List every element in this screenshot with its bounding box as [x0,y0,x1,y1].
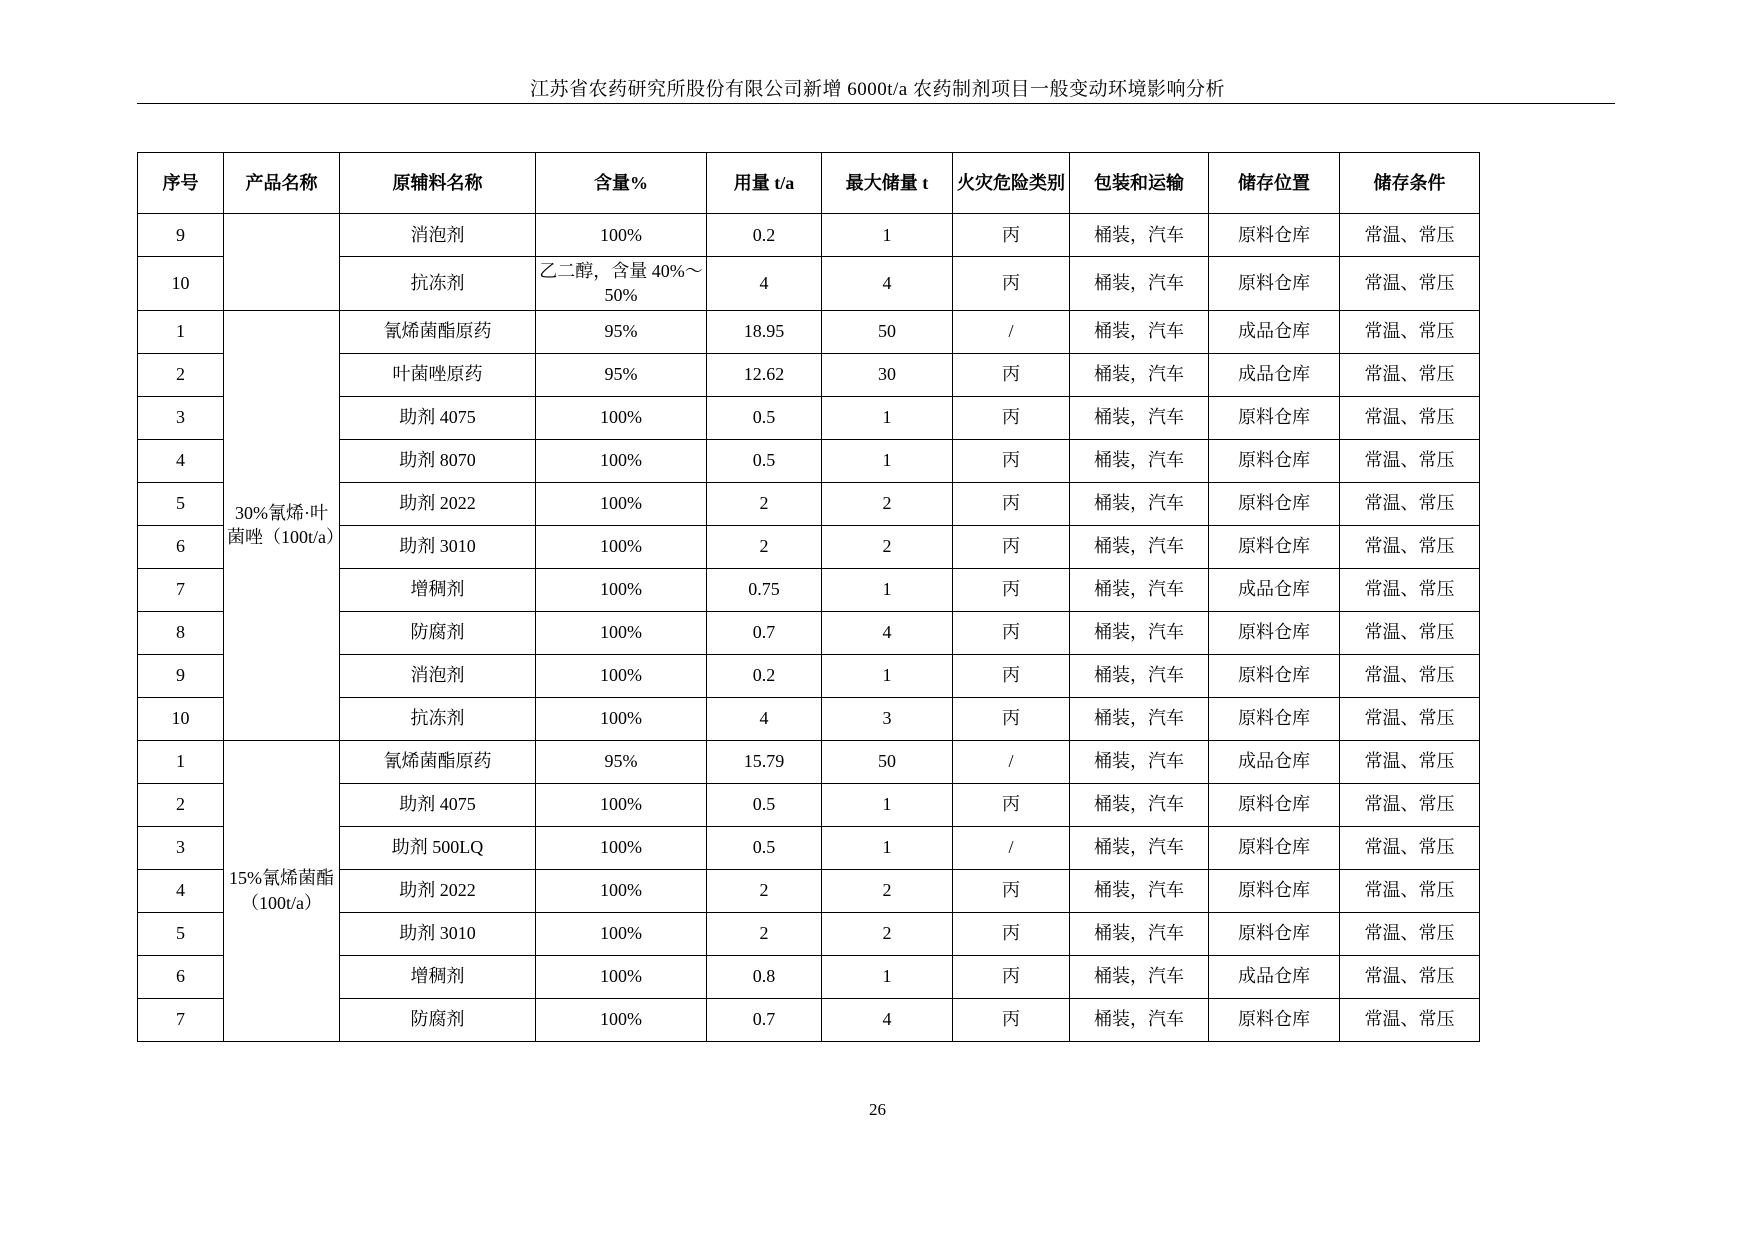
cell-storage-condition: 常温、常压 [1340,826,1480,869]
cell-material-name: 助剂 2022 [340,869,536,912]
cell-material-name: 助剂 2022 [340,482,536,525]
column-header-index: 序号 [138,153,224,214]
cell-storage-condition: 常温、常压 [1340,654,1480,697]
cell-index: 9 [138,654,224,697]
cell-material-name: 防腐剂 [340,998,536,1041]
cell-material-name: 助剂 3010 [340,525,536,568]
cell-max-storage: 1 [822,955,953,998]
table-row [138,740,1480,783]
cell-storage-condition: 常温、常压 [1340,439,1480,482]
cell-fire-hazard-class: 丙 [953,697,1070,740]
table-row [138,912,1480,955]
cell-max-storage: 2 [822,912,953,955]
cell-max-storage: 1 [822,396,953,439]
cell-index: 6 [138,525,224,568]
table-row [138,783,1480,826]
cell-fire-hazard-class: / [953,740,1070,783]
cell-content: 100% [536,869,707,912]
cell-storage-condition: 常温、常压 [1340,955,1480,998]
table-row [138,257,1480,311]
cell-packaging-transport: 桶装，汽车 [1070,482,1209,525]
cell-packaging-transport: 桶装，汽车 [1070,257,1209,311]
cell-max-storage: 4 [822,611,953,654]
table-body [138,214,1480,1042]
cell-product-name: 30%氰烯·叶菌唑（100t/a） [224,310,340,740]
cell-storage-location: 原料仓库 [1209,869,1340,912]
cell-content: 100% [536,439,707,482]
column-header-packaging-transport: 包装和运输 [1070,153,1209,214]
cell-usage: 0.2 [707,214,822,257]
table-row [138,439,1480,482]
cell-storage-condition: 常温、常压 [1340,869,1480,912]
cell-material-name: 助剂 500LQ [340,826,536,869]
table-row [138,568,1480,611]
table-header-row [138,153,1480,214]
cell-usage: 2 [707,912,822,955]
cell-fire-hazard-class: 丙 [953,869,1070,912]
cell-index: 7 [138,998,224,1041]
cell-content: 100% [536,826,707,869]
cell-packaging-transport: 桶装，汽车 [1070,396,1209,439]
cell-material-name: 氰烯菌酯原药 [340,310,536,353]
cell-usage: 0.5 [707,396,822,439]
cell-usage: 0.7 [707,611,822,654]
table-row [138,826,1480,869]
cell-content: 100% [536,214,707,257]
cell-fire-hazard-class: 丙 [953,568,1070,611]
materials-table [137,152,1480,1042]
column-header-material-name: 原辅料名称 [340,153,536,214]
cell-storage-location: 原料仓库 [1209,697,1340,740]
cell-material-name: 增稠剂 [340,955,536,998]
cell-storage-location: 原料仓库 [1209,396,1340,439]
cell-material-name: 防腐剂 [340,611,536,654]
cell-usage: 12.62 [707,353,822,396]
cell-content: 100% [536,998,707,1041]
cell-storage-location: 成品仓库 [1209,955,1340,998]
cell-usage: 4 [707,697,822,740]
cell-storage-location: 原料仓库 [1209,611,1340,654]
cell-storage-condition: 常温、常压 [1340,998,1480,1041]
cell-material-name: 消泡剂 [340,214,536,257]
table-row [138,955,1480,998]
cell-index: 3 [138,396,224,439]
cell-packaging-transport: 桶装，汽车 [1070,439,1209,482]
table-row [138,396,1480,439]
cell-content: 95% [536,353,707,396]
cell-storage-condition: 常温、常压 [1340,482,1480,525]
cell-packaging-transport: 桶装，汽车 [1070,998,1209,1041]
page-number: 26 [869,1100,886,1119]
cell-fire-hazard-class: 丙 [953,482,1070,525]
cell-content: 100% [536,955,707,998]
table-row [138,869,1480,912]
materials-table-container [137,152,1459,1042]
cell-content: 100% [536,783,707,826]
cell-storage-condition: 常温、常压 [1340,568,1480,611]
cell-material-name: 叶菌唑原药 [340,353,536,396]
cell-index: 4 [138,439,224,482]
cell-content: 100% [536,482,707,525]
cell-storage-condition: 常温、常压 [1340,396,1480,439]
cell-usage: 0.5 [707,439,822,482]
cell-storage-location: 成品仓库 [1209,353,1340,396]
cell-packaging-transport: 桶装，汽车 [1070,525,1209,568]
header-divider [137,103,1615,104]
cell-product-name [224,214,340,311]
cell-max-storage: 3 [822,697,953,740]
cell-max-storage: 1 [822,214,953,257]
cell-fire-hazard-class: 丙 [953,353,1070,396]
cell-max-storage: 50 [822,740,953,783]
cell-packaging-transport: 桶装，汽车 [1070,611,1209,654]
cell-storage-location: 成品仓库 [1209,740,1340,783]
cell-max-storage: 30 [822,353,953,396]
cell-storage-location: 原料仓库 [1209,525,1340,568]
cell-index: 6 [138,955,224,998]
cell-usage: 0.5 [707,783,822,826]
column-header-usage: 用量 t/a [707,153,822,214]
cell-storage-location: 成品仓库 [1209,310,1340,353]
cell-content: 95% [536,740,707,783]
cell-content: 100% [536,396,707,439]
cell-fire-hazard-class: 丙 [953,439,1070,482]
cell-fire-hazard-class: 丙 [953,611,1070,654]
cell-storage-condition: 常温、常压 [1340,697,1480,740]
cell-storage-location: 成品仓库 [1209,568,1340,611]
cell-content: 100% [536,568,707,611]
cell-material-name: 助剂 8070 [340,439,536,482]
table-row [138,353,1480,396]
cell-packaging-transport: 桶装，汽车 [1070,353,1209,396]
cell-usage: 0.8 [707,955,822,998]
cell-storage-condition: 常温、常压 [1340,214,1480,257]
cell-content: 100% [536,654,707,697]
cell-storage-condition: 常温、常压 [1340,912,1480,955]
cell-storage-location: 原料仓库 [1209,826,1340,869]
cell-storage-condition: 常温、常压 [1340,783,1480,826]
cell-index: 4 [138,869,224,912]
cell-max-storage: 1 [822,568,953,611]
cell-index: 7 [138,568,224,611]
cell-fire-hazard-class: 丙 [953,257,1070,311]
cell-usage: 2 [707,482,822,525]
cell-fire-hazard-class: 丙 [953,998,1070,1041]
cell-fire-hazard-class: / [953,310,1070,353]
cell-max-storage: 1 [822,783,953,826]
cell-product-name: 15%氰烯菌酯（100t/a） [224,740,340,1041]
cell-max-storage: 1 [822,654,953,697]
cell-storage-condition: 常温、常压 [1340,740,1480,783]
cell-storage-location: 原料仓库 [1209,783,1340,826]
cell-index: 5 [138,912,224,955]
cell-usage: 18.95 [707,310,822,353]
cell-fire-hazard-class: 丙 [953,396,1070,439]
cell-usage: 0.2 [707,654,822,697]
cell-packaging-transport: 桶装，汽车 [1070,740,1209,783]
cell-storage-condition: 常温、常压 [1340,353,1480,396]
cell-usage: 0.5 [707,826,822,869]
cell-index: 10 [138,257,224,311]
table-row [138,654,1480,697]
cell-content: 乙二醇，含量 40%～50% [536,257,707,311]
cell-index: 5 [138,482,224,525]
cell-index: 8 [138,611,224,654]
page-header: 江苏省农药研究所股份有限公司新增 6000t/a 农药制剂项目一般变动环境影响分析 [530,79,1225,100]
cell-storage-condition: 常温、常压 [1340,525,1480,568]
cell-usage: 2 [707,869,822,912]
cell-fire-hazard-class: / [953,826,1070,869]
cell-content: 95% [536,310,707,353]
cell-storage-location: 原料仓库 [1209,439,1340,482]
cell-max-storage: 50 [822,310,953,353]
table-row [138,482,1480,525]
cell-max-storage: 2 [822,525,953,568]
cell-content: 100% [536,525,707,568]
cell-usage: 0.75 [707,568,822,611]
column-header-max-storage: 最大储量 t [822,153,953,214]
table-header-row-group [138,153,1480,214]
cell-index: 2 [138,783,224,826]
cell-content: 100% [536,611,707,654]
cell-packaging-transport: 桶装，汽车 [1070,310,1209,353]
cell-usage: 15.79 [707,740,822,783]
cell-packaging-transport: 桶装，汽车 [1070,568,1209,611]
table-row [138,611,1480,654]
cell-storage-condition: 常温、常压 [1340,310,1480,353]
column-header-storage-location: 储存位置 [1209,153,1340,214]
cell-packaging-transport: 桶装，汽车 [1070,654,1209,697]
cell-material-name: 消泡剂 [340,654,536,697]
cell-storage-condition: 常温、常压 [1340,611,1480,654]
cell-fire-hazard-class: 丙 [953,654,1070,697]
cell-fire-hazard-class: 丙 [953,912,1070,955]
cell-fire-hazard-class: 丙 [953,214,1070,257]
cell-material-name: 氰烯菌酯原药 [340,740,536,783]
table-row [138,214,1480,257]
cell-max-storage: 4 [822,998,953,1041]
cell-max-storage: 1 [822,439,953,482]
cell-packaging-transport: 桶装，汽车 [1070,912,1209,955]
cell-index: 1 [138,310,224,353]
cell-usage: 2 [707,525,822,568]
cell-storage-location: 原料仓库 [1209,912,1340,955]
cell-index: 3 [138,826,224,869]
cell-max-storage: 1 [822,826,953,869]
cell-material-name: 助剂 3010 [340,912,536,955]
cell-fire-hazard-class: 丙 [953,955,1070,998]
cell-fire-hazard-class: 丙 [953,783,1070,826]
cell-material-name: 助剂 4075 [340,783,536,826]
cell-storage-location: 原料仓库 [1209,998,1340,1041]
cell-storage-location: 原料仓库 [1209,214,1340,257]
cell-storage-location: 原料仓库 [1209,482,1340,525]
cell-material-name: 助剂 4075 [340,396,536,439]
cell-packaging-transport: 桶装，汽车 [1070,783,1209,826]
cell-usage: 0.7 [707,998,822,1041]
cell-index: 9 [138,214,224,257]
cell-content: 100% [536,912,707,955]
cell-packaging-transport: 桶装，汽车 [1070,697,1209,740]
cell-fire-hazard-class: 丙 [953,525,1070,568]
column-header-product-name: 产品名称 [224,153,340,214]
table-row [138,310,1480,353]
column-header-content: 含量% [536,153,707,214]
table-row [138,697,1480,740]
cell-packaging-transport: 桶装，汽车 [1070,869,1209,912]
column-header-storage-condition: 储存条件 [1340,153,1480,214]
cell-content: 100% [536,697,707,740]
table-row [138,998,1480,1041]
cell-material-name: 抗冻剂 [340,697,536,740]
cell-index: 10 [138,697,224,740]
cell-index: 2 [138,353,224,396]
column-header-fire-hazard-class: 火灾危险类别 [953,153,1070,214]
cell-index: 1 [138,740,224,783]
cell-usage: 4 [707,257,822,311]
cell-storage-location: 原料仓库 [1209,654,1340,697]
cell-max-storage: 2 [822,869,953,912]
cell-material-name: 增稠剂 [340,568,536,611]
cell-packaging-transport: 桶装，汽车 [1070,214,1209,257]
cell-packaging-transport: 桶装，汽车 [1070,955,1209,998]
cell-material-name: 抗冻剂 [340,257,536,311]
cell-max-storage: 4 [822,257,953,311]
cell-storage-location: 原料仓库 [1209,257,1340,311]
cell-max-storage: 2 [822,482,953,525]
cell-storage-condition: 常温、常压 [1340,257,1480,311]
cell-packaging-transport: 桶装，汽车 [1070,826,1209,869]
